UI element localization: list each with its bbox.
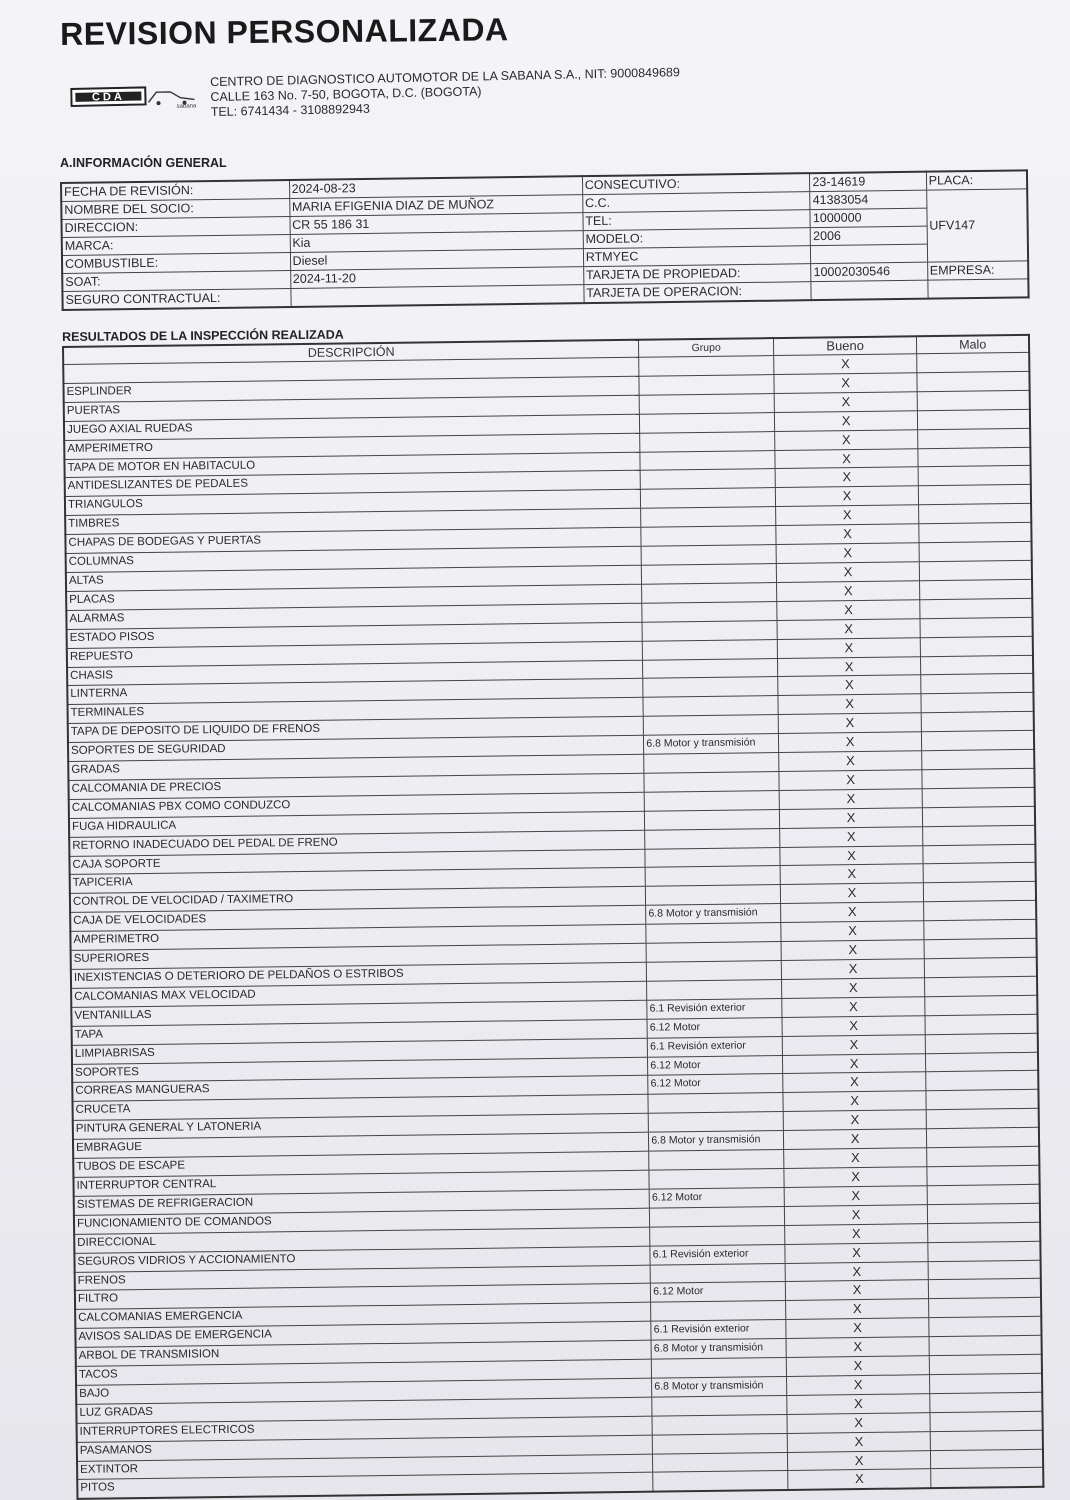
item-malo-mark <box>922 787 1034 807</box>
item-description: FRENOS <box>75 1265 651 1291</box>
item-group <box>643 658 778 679</box>
item-bueno-mark: X <box>781 959 925 980</box>
item-bueno-mark: X <box>787 1412 931 1433</box>
item-bueno-mark: X <box>778 732 922 753</box>
header-bueno: Bueno <box>773 336 917 355</box>
item-group <box>648 1112 783 1133</box>
item-malo-mark <box>918 466 1030 486</box>
item-description: ARBOL DE TRANSMISION <box>76 1340 652 1366</box>
item-group <box>641 526 776 547</box>
item-bueno-mark: X <box>782 1015 926 1036</box>
item-bueno-mark: X <box>777 600 921 621</box>
item-malo-mark <box>924 919 1036 939</box>
general-label: MODELO: <box>583 228 811 249</box>
item-description: AMPERIMETRO <box>64 433 640 459</box>
item-malo-mark <box>923 844 1035 864</box>
item-description: TUBOS DE ESCAPE <box>73 1151 649 1177</box>
item-description: ANTIDESLIZANTES DE PEDALES <box>65 471 641 497</box>
general-value: Kia <box>290 231 583 253</box>
general-label: CONSECUTIVO: <box>582 173 810 194</box>
general-label: TARJETA DE OPERACION: <box>584 282 812 303</box>
item-group: 6.8 Motor y transmisión <box>646 904 781 925</box>
item-group: 6.1 Revisión exterior <box>651 1320 786 1341</box>
general-value <box>811 244 927 264</box>
item-group <box>649 1168 784 1189</box>
item-bueno-mark: X <box>776 581 920 602</box>
general-value: 2024-08-23 <box>289 176 582 198</box>
general-label: SEGURO CONTRACTUAL: <box>62 288 290 309</box>
item-description: TAPA DE DEPOSITO DE LIQUIDO DE FRENOS <box>68 716 644 742</box>
item-malo-mark <box>918 428 1030 448</box>
svg-text:sabana: sabana <box>176 103 197 110</box>
item-bueno-mark: X <box>783 1091 927 1112</box>
item-bueno-mark: X <box>781 940 925 961</box>
general-label: TARJETA DE PROPIEDAD: <box>583 264 811 285</box>
item-description: GRADAS <box>68 754 644 780</box>
item-bueno-mark: X <box>779 770 923 791</box>
item-group <box>650 1263 785 1284</box>
item-malo-mark <box>920 560 1032 580</box>
item-malo-mark <box>922 768 1034 788</box>
item-malo-mark <box>924 882 1036 902</box>
item-malo-mark <box>920 598 1032 618</box>
item-group <box>648 1093 783 1114</box>
general-value: 41383054 <box>810 190 926 210</box>
item-description: TAPA <box>72 1019 648 1045</box>
item-group <box>640 431 775 452</box>
item-group <box>642 601 777 622</box>
item-group <box>643 696 778 717</box>
general-value <box>811 280 927 300</box>
item-malo-mark <box>922 749 1034 769</box>
item-description: CAJA DE VELOCIDADES <box>70 905 646 931</box>
empresa-label: EMPRESA: <box>927 261 1028 280</box>
item-group <box>649 1150 784 1171</box>
empresa-value <box>927 279 1028 299</box>
company-info <box>210 65 681 120</box>
item-malo-mark <box>927 1165 1039 1185</box>
item-malo-mark <box>923 825 1035 845</box>
item-malo-mark <box>925 976 1037 996</box>
item-description: DIRECCIONAL <box>74 1227 650 1253</box>
header-grupo: Grupo <box>639 338 774 357</box>
item-description: SUPERIORES <box>71 943 647 969</box>
item-bueno-mark: X <box>779 789 923 810</box>
item-malo-mark <box>919 485 1031 505</box>
item-group <box>650 1206 785 1227</box>
item-malo-mark <box>929 1298 1041 1318</box>
item-malo-mark <box>917 390 1029 410</box>
item-malo-mark <box>931 1468 1043 1489</box>
company-address: CALLE 163 No. 7-50, BOGOTA, D.C. (BOGOTA) <box>210 84 482 105</box>
item-group: 6.8 Motor y transmisión <box>649 1131 784 1152</box>
item-description: INEXISTENCIAS O DETERIORO DE PELDAÑOS O ESTRIBOS <box>71 962 647 988</box>
item-malo-mark <box>928 1203 1040 1223</box>
item-description: EXTINTOR <box>77 1454 653 1480</box>
item-description: INTERRUPTORES ELECTRICOS <box>77 1416 653 1442</box>
item-malo-mark <box>929 1279 1041 1299</box>
item-bueno-mark: X <box>785 1261 929 1282</box>
item-group: 6.1 Revisión exterior <box>650 1244 785 1265</box>
item-bueno-mark: X <box>779 807 923 828</box>
item-bueno-mark: X <box>778 675 922 696</box>
general-value: MARIA EFIGENIA DIAZ DE MUÑOZ <box>289 195 582 217</box>
item-description: REPUESTO <box>67 641 643 667</box>
general-label: TEL: <box>583 210 811 231</box>
item-group: 6.8 Motor y transmisión <box>651 1339 786 1360</box>
item-malo-mark <box>924 901 1036 921</box>
item-group <box>642 564 777 585</box>
item-malo-mark <box>920 579 1032 599</box>
item-malo-mark <box>930 1411 1042 1431</box>
item-malo-mark <box>931 1449 1043 1469</box>
item-bueno-mark: X <box>775 448 919 469</box>
general-value: 1000000 <box>810 208 926 228</box>
general-label: C.C. <box>582 192 810 213</box>
item-group <box>646 942 781 963</box>
item-malo-mark <box>924 938 1036 958</box>
item-description: AMPERIMETRO <box>70 924 646 950</box>
item-bueno-mark: X <box>786 1337 930 1358</box>
item-group <box>640 469 775 490</box>
item-group <box>647 979 782 1000</box>
item-group <box>640 412 775 433</box>
item-bueno-mark: X <box>776 524 920 545</box>
item-malo-mark <box>917 371 1029 391</box>
item-malo-mark <box>918 447 1030 467</box>
item-group: 6.12 Motor <box>647 1017 782 1038</box>
item-group <box>645 828 780 849</box>
item-bueno-mark: X <box>781 978 925 999</box>
general-value <box>290 285 583 307</box>
item-description: LUZ GRADAS <box>76 1397 652 1423</box>
item-bueno-mark: X <box>784 1167 928 1188</box>
item-bueno-mark: X <box>782 1034 926 1055</box>
item-group <box>642 582 777 603</box>
item-description: FILTRO <box>75 1284 651 1310</box>
item-bueno-mark: X <box>786 1318 930 1339</box>
item-bueno-mark: X <box>785 1223 929 1244</box>
item-group: 6.1 Revisión exterior <box>647 1036 782 1057</box>
item-malo-mark <box>925 995 1037 1015</box>
item-description: COLUMNAS <box>66 546 642 572</box>
item-group <box>643 677 778 698</box>
item-bueno-mark: X <box>788 1469 932 1490</box>
item-group <box>652 1414 787 1435</box>
item-group <box>642 620 777 641</box>
item-malo-mark <box>926 1109 1038 1129</box>
general-label: FECHA DE REVISIÓN: <box>61 180 289 201</box>
item-bueno-mark: X <box>775 486 919 507</box>
item-bueno-mark: X <box>777 637 921 658</box>
item-group <box>645 866 780 887</box>
item-malo-mark <box>918 409 1030 429</box>
item-malo-mark <box>919 504 1031 524</box>
item-bueno-mark: X <box>780 883 924 904</box>
item-description: SEGUROS VIDRIOS Y ACCIONAMIENTO <box>74 1246 650 1272</box>
item-malo-mark <box>930 1392 1042 1412</box>
results-table <box>62 334 1044 1500</box>
item-description: CALCOMANIAS MAX VELOCIDAD <box>71 981 647 1007</box>
item-bueno-mark: X <box>774 373 918 394</box>
item-malo-mark <box>927 1146 1039 1166</box>
item-group <box>652 1433 787 1454</box>
item-malo-mark <box>926 1090 1038 1110</box>
placa-label: PLACA: <box>926 170 1027 190</box>
item-description: CALCOMANIA DE PRECIOS <box>68 773 644 799</box>
item-description: CHASIS <box>67 660 643 686</box>
item-bueno-mark: X <box>780 826 924 847</box>
item-group: 6.8 Motor y transmisión <box>652 1376 787 1397</box>
item-bueno-mark: X <box>786 1375 930 1396</box>
item-group <box>640 450 775 471</box>
general-label: SOAT: <box>62 270 290 291</box>
item-group: 6.1 Revisión exterior <box>647 998 782 1019</box>
item-malo-mark <box>925 957 1037 977</box>
item-description: PLACAS <box>66 584 642 610</box>
item-description: PINTURA GENERAL Y LATONERIA <box>73 1113 649 1139</box>
item-group <box>653 1471 788 1492</box>
item-malo-mark <box>921 636 1033 656</box>
item-bueno-mark: X <box>779 751 923 772</box>
item-bueno-mark: X <box>783 1072 927 1093</box>
general-value: 23-14619 <box>810 172 926 192</box>
item-malo-mark <box>930 1373 1042 1393</box>
item-bueno-mark: X <box>784 1204 928 1225</box>
cda-logo <box>70 83 197 112</box>
item-description: SOPORTES DE SEGURIDAD <box>68 735 644 761</box>
item-group: 6.12 Motor <box>648 1074 783 1095</box>
item-description: VENTANILLAS <box>71 1000 647 1026</box>
item-group <box>639 374 774 395</box>
general-label: MARCA: <box>62 234 290 255</box>
item-malo-mark <box>921 674 1033 694</box>
item-malo-mark <box>930 1430 1042 1450</box>
item-bueno-mark: X <box>780 845 924 866</box>
item-malo-mark <box>927 1184 1039 1204</box>
item-group <box>645 847 780 868</box>
general-label: RTMYEC <box>583 246 811 267</box>
item-bueno-mark: X <box>780 902 924 923</box>
item-malo-mark <box>926 1052 1038 1072</box>
item-description: CRUCETA <box>72 1095 648 1121</box>
general-value: 10002030546 <box>811 262 927 282</box>
item-description: PASAMANOS <box>77 1435 653 1461</box>
item-group <box>639 356 774 377</box>
item-malo-mark <box>919 541 1031 561</box>
item-description: CORREAS MANGUERAS <box>72 1076 648 1102</box>
company-name: CENTRO DE DIAGNOSTICO AUTOMOTOR DE LA SABANA S.A., NIT: 9000849689 <box>209 65 681 90</box>
item-description: TACOS <box>76 1359 652 1385</box>
item-malo-mark <box>929 1335 1041 1355</box>
item-description: TAPICERIA <box>70 868 646 894</box>
item-description: FUGA HIDRAULICA <box>69 811 645 837</box>
results-heading: RESULTADOS DE LA INSPECCIÓN REALIZADA <box>62 327 344 344</box>
item-description: SOPORTES <box>72 1057 648 1083</box>
item-bueno-mark: X <box>785 1242 929 1263</box>
general-value: 2024-11-20 <box>290 267 583 289</box>
placa-value: UFV147 <box>926 189 1028 262</box>
item-malo-mark <box>928 1241 1040 1261</box>
item-group: 6.12 Motor <box>648 1055 783 1076</box>
document-title: REVISION PERSONALIZADA <box>60 11 509 52</box>
item-bueno-mark: X <box>782 1053 926 1074</box>
general-label: NOMBRE DEL SOCIO: <box>61 198 289 219</box>
item-group <box>639 393 774 414</box>
item-bueno-mark: X <box>774 410 918 431</box>
item-description: LINTERNA <box>67 679 643 705</box>
general-value: 2006 <box>811 226 927 246</box>
item-group <box>646 923 781 944</box>
item-description: BAJO <box>76 1378 652 1404</box>
item-malo-mark <box>923 863 1035 883</box>
general-value: Diesel <box>290 249 583 271</box>
item-description: CONTROL DE VELOCIDAD / TAXIMETRO <box>70 887 646 913</box>
item-description: ALTAS <box>66 565 642 591</box>
item-description: CALCOMANIAS EMERGENCIA <box>75 1302 651 1328</box>
item-description: LIMPIABRISAS <box>72 1038 648 1064</box>
item-malo-mark <box>921 655 1033 675</box>
item-group <box>652 1358 787 1379</box>
item-bueno-mark: X <box>787 1450 931 1471</box>
item-group <box>644 790 779 811</box>
item-malo-mark <box>922 730 1034 750</box>
item-malo-mark <box>925 1014 1037 1034</box>
item-malo-mark <box>928 1222 1040 1242</box>
item-group <box>647 961 782 982</box>
item-group <box>650 1225 785 1246</box>
item-bueno-mark: X <box>776 543 920 564</box>
item-malo-mark <box>927 1127 1039 1147</box>
item-description: CHAPAS DE BODEGAS Y PUERTAS <box>65 527 641 553</box>
header-descripcion: DESCRIPCIÓN <box>63 340 639 365</box>
item-bueno-mark: X <box>787 1431 931 1452</box>
item-malo-mark <box>919 522 1031 542</box>
item-description: TERMINALES <box>68 698 644 724</box>
item-description: INTERRUPTOR CENTRAL <box>73 1170 649 1196</box>
item-bueno-mark: X <box>778 694 922 715</box>
header-malo: Malo <box>917 335 1029 354</box>
item-malo-mark <box>929 1316 1041 1336</box>
item-group: 6.12 Motor <box>649 1187 784 1208</box>
item-description: EMBRAGUE <box>73 1132 649 1158</box>
item-description: JUEGO AXIAL RUEDAS <box>64 414 640 440</box>
item-bueno-mark: X <box>777 656 921 677</box>
item-malo-mark <box>920 617 1032 637</box>
item-bueno-mark: X <box>785 1299 929 1320</box>
item-description: ESPLINDER <box>63 376 639 402</box>
item-bueno-mark: X <box>778 713 922 734</box>
item-bueno-mark: X <box>783 1110 927 1131</box>
item-bueno-mark: X <box>775 505 919 526</box>
item-malo-mark <box>928 1260 1040 1280</box>
item-group <box>641 488 776 509</box>
company-phone: TEL: 6741434 - 3108892943 <box>210 101 371 120</box>
item-bueno-mark: X <box>782 997 926 1018</box>
item-malo-mark <box>921 712 1033 732</box>
item-bueno-mark: X <box>775 429 919 450</box>
item-group <box>651 1301 786 1322</box>
item-group <box>643 715 778 736</box>
item-bueno-mark: X <box>774 354 918 375</box>
general-info-table <box>60 169 1030 311</box>
item-description: FUNCIONAMIENTO DE COMANDOS <box>74 1208 650 1234</box>
item-malo-mark <box>921 693 1033 713</box>
item-bueno-mark: X <box>783 1129 927 1150</box>
item-description: CALCOMANIAS PBX COMO CONDUZCO <box>69 792 645 818</box>
item-bueno-mark: X <box>781 921 925 942</box>
item-group <box>646 885 781 906</box>
item-group <box>652 1395 787 1416</box>
item-bueno-mark: X <box>775 467 919 488</box>
item-group <box>643 639 778 660</box>
item-bueno-mark: X <box>777 618 921 639</box>
item-malo-mark <box>930 1354 1042 1374</box>
item-group <box>641 545 776 566</box>
item-bueno-mark: X <box>786 1356 930 1377</box>
general-info-heading: A.INFORMACIÓN GENERAL <box>60 156 227 170</box>
item-malo-mark <box>925 1033 1037 1053</box>
item-description: AVISOS SALIDAS DE EMERGENCIA <box>75 1321 651 1347</box>
item-description: TIMBRES <box>65 508 641 534</box>
item-description: TRIANGULOS <box>65 490 641 516</box>
item-group <box>645 809 780 830</box>
item-group <box>644 753 779 774</box>
item-bueno-mark: X <box>780 864 924 885</box>
item-bueno-mark: X <box>784 1148 928 1169</box>
item-description: RETORNO INADECUADO DEL PEDAL DE FRENO <box>69 830 645 856</box>
item-group: 6.12 Motor <box>651 1282 786 1303</box>
svg-text:CDA: CDA <box>91 90 125 104</box>
item-bueno-mark: X <box>784 1186 928 1207</box>
item-description: CAJA SOPORTE <box>69 849 645 875</box>
item-description: PITOS <box>77 1473 653 1500</box>
item-bueno-mark: X <box>774 392 918 413</box>
general-value: CR 55 186 31 <box>290 213 583 235</box>
item-description: PUERTAS <box>64 395 640 421</box>
item-description: ALARMAS <box>66 603 642 629</box>
item-bueno-mark: X <box>787 1394 931 1415</box>
item-malo-mark <box>923 806 1035 826</box>
item-group <box>644 771 779 792</box>
company-header <box>70 63 771 138</box>
item-malo-mark <box>917 352 1029 372</box>
item-description: ESTADO PISOS <box>67 622 643 648</box>
item-description: SISTEMAS DE REFRIGERACION <box>74 1189 650 1215</box>
item-bueno-mark: X <box>785 1280 929 1301</box>
item-malo-mark <box>926 1071 1038 1091</box>
general-label: DIRECCION: <box>61 216 289 237</box>
general-label: COMBUSTIBLE: <box>62 252 290 273</box>
item-bueno-mark: X <box>776 562 920 583</box>
item-description: TAPA DE MOTOR EN HABITACULO <box>64 452 640 478</box>
item-group: 6.8 Motor y transmisión <box>644 734 779 755</box>
item-group <box>641 507 776 528</box>
item-group <box>653 1452 788 1473</box>
